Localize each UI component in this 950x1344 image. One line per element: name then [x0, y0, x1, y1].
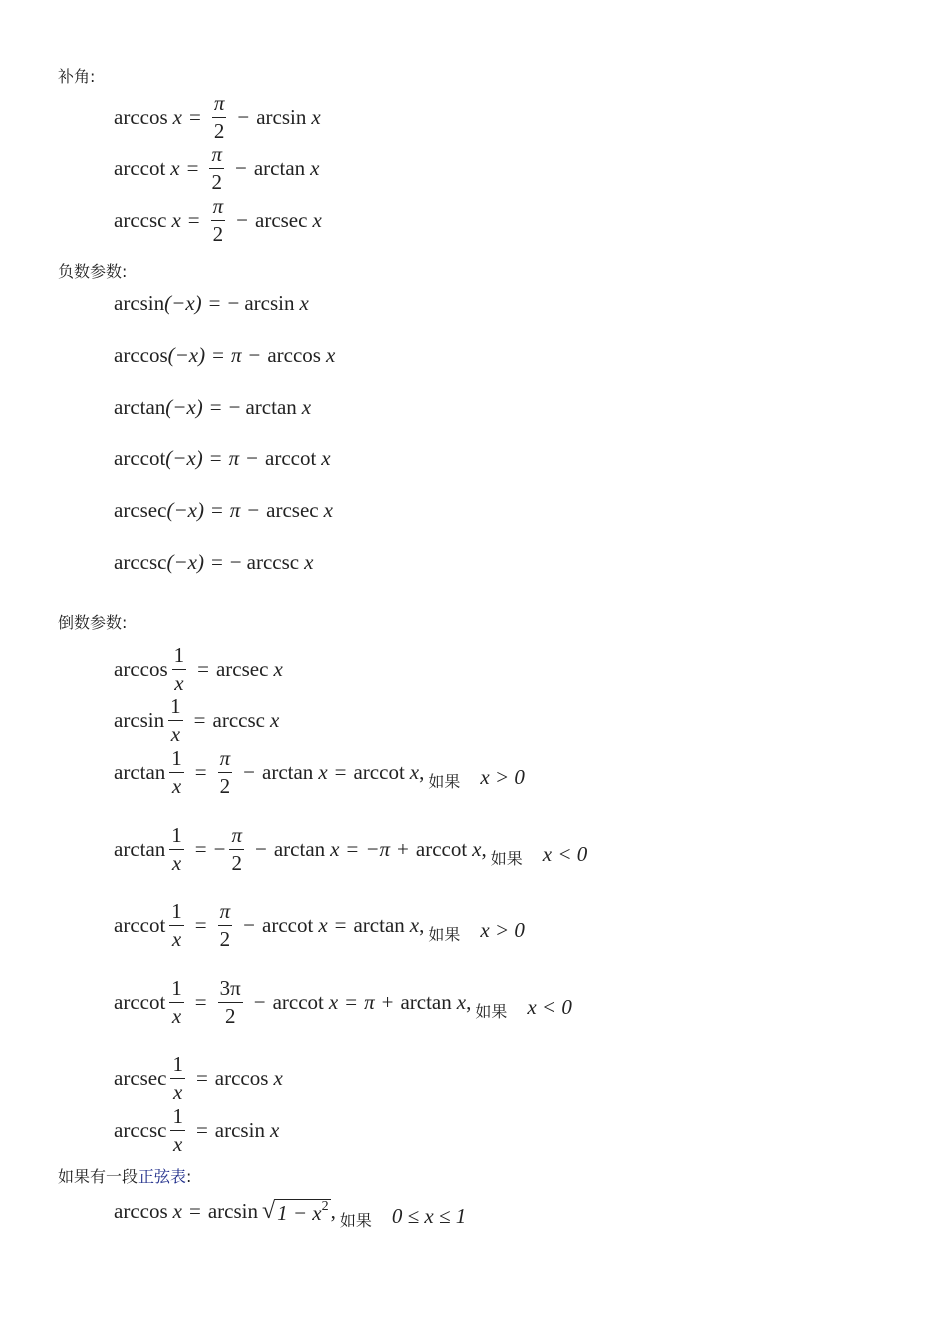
equals-sign: =: [197, 656, 209, 681]
variable-x: x: [318, 759, 328, 784]
negative-argument: (−x): [165, 394, 203, 419]
variable-x: x: [330, 836, 340, 861]
denominator: 2: [211, 169, 222, 194]
denominator: 2: [213, 118, 225, 143]
function-name: arccos: [267, 342, 321, 367]
heading-sine-table-prefix: 如果有一段: [58, 1167, 139, 1186]
heading-sine-table: [58, 1164, 191, 1187]
function-name: arccos: [114, 342, 168, 367]
radicand: 1 − x: [277, 1200, 322, 1225]
numerator: 3π: [219, 975, 241, 1000]
equals-sign: =: [345, 989, 358, 1014]
minus-sign: −: [236, 207, 248, 232]
equals-sign: =: [194, 836, 207, 861]
equals-sign: =: [188, 1198, 201, 1223]
function-name: arcsin: [244, 290, 295, 315]
fraction-pi-over-2: [229, 822, 244, 875]
function-name: arccos: [114, 104, 168, 129]
function-name: arccot: [114, 989, 166, 1014]
function-name: arctan: [273, 836, 326, 861]
variable-x: x: [171, 207, 181, 232]
numerator: 1: [173, 642, 185, 667]
square-root: √ $1 - x^2$: [261, 1197, 329, 1225]
denominator: x: [170, 721, 181, 746]
numerator: π: [219, 898, 231, 923]
denominator: 2: [231, 850, 242, 875]
equals-sign: =: [188, 104, 201, 129]
variable-x: x: [472, 836, 482, 861]
equals-sign: =: [210, 497, 223, 522]
fraction-3pi-over-2: [218, 975, 243, 1028]
equals-sign: =: [193, 707, 206, 732]
condition-expression: 0 ≤ x ≤ 1: [391, 1203, 467, 1228]
pi: π: [229, 497, 241, 522]
equals-sign: =: [334, 759, 347, 784]
variable-x: x: [409, 759, 420, 784]
pi: π: [228, 445, 240, 470]
variable-x: x: [323, 497, 333, 522]
minus-sign: −: [247, 497, 260, 522]
equals-sign: =: [334, 912, 347, 937]
minus-sign: −: [235, 155, 247, 180]
function-name: arccot: [114, 912, 166, 937]
function-name: arcsin: [207, 1198, 258, 1223]
denominator: x: [171, 850, 182, 875]
numerator: 1: [171, 822, 182, 847]
variable-x: x: [301, 394, 312, 419]
function-name: arccsc: [246, 549, 300, 574]
numerator: 1: [171, 975, 182, 1000]
plus-sign: +: [397, 836, 409, 861]
variable-x: x: [312, 207, 322, 232]
denominator: 2: [219, 926, 231, 951]
function-name: arccot: [272, 989, 324, 1014]
equals-sign: =: [209, 445, 222, 470]
equals-sign: =: [208, 290, 221, 315]
equals-sign: =: [186, 155, 199, 180]
minus-sign: −: [229, 549, 242, 574]
variable-x: x: [269, 707, 280, 732]
denominator: 2: [212, 221, 224, 246]
fraction-pi-over-2: [212, 90, 227, 143]
function-name: arccot: [415, 836, 468, 861]
equals-sign: =: [209, 394, 222, 419]
equals-sign: =: [195, 1117, 208, 1142]
function-name: arccsc: [212, 707, 265, 732]
condition-word: 如果: [490, 848, 523, 868]
function-name: arctan: [262, 759, 314, 784]
condition-word: 如果: [339, 1210, 372, 1230]
equals-sign: =: [210, 549, 223, 574]
function-name: arcsin: [214, 1117, 265, 1142]
minus-sign: −: [243, 759, 256, 784]
variable-x: x: [273, 656, 283, 681]
variable-x: x: [269, 1117, 280, 1142]
fraction-1-over-x: [170, 1103, 185, 1156]
function-name: arccos: [214, 1065, 269, 1090]
variable-x: x: [325, 342, 336, 367]
function-name: arctan: [245, 394, 297, 419]
minus-sign: −: [248, 342, 261, 367]
function-name: arccos: [114, 656, 168, 681]
numerator: 1: [171, 898, 182, 923]
function-name: arcsec: [215, 656, 269, 681]
heading-negative-argument: 负数参数:: [58, 262, 128, 281]
condition-expression: x > 0: [480, 917, 525, 942]
numerator: 1: [170, 693, 181, 718]
fraction-1-over-x: [169, 975, 184, 1028]
denominator: x: [173, 1079, 183, 1104]
fraction-1-over-x: [169, 898, 184, 951]
function-name: arccot: [353, 759, 405, 784]
numerator: 1: [172, 1051, 183, 1076]
heading-reciprocal-argument: 倒数参数:: [58, 613, 128, 632]
comma: ,: [481, 836, 487, 861]
pi: π: [364, 989, 375, 1014]
fraction-pi-over-2: [218, 745, 233, 798]
function-name: arcsin: [114, 290, 165, 315]
heading-sine-table-suffix: :: [186, 1167, 192, 1186]
comma: ,: [419, 759, 425, 784]
minus-sign: −: [255, 836, 267, 861]
plus-sign: +: [381, 989, 394, 1014]
numerator: 1: [171, 745, 182, 770]
variable-x: x: [318, 912, 328, 937]
condition-expression: x > 0: [480, 764, 525, 789]
equals-sign: =: [194, 989, 207, 1014]
function-name: arcsec: [114, 1065, 167, 1090]
numerator: π: [231, 822, 243, 847]
numerator: π: [211, 141, 222, 166]
variable-x: x: [299, 290, 309, 315]
function-name: arctan: [400, 989, 452, 1014]
numerator: π: [213, 90, 225, 115]
minus-sign: −: [237, 104, 250, 129]
equals-sign: =: [346, 836, 359, 861]
function-name: arcsec: [266, 497, 319, 522]
function-name: arccot: [114, 445, 166, 470]
numerator: π: [219, 745, 231, 770]
heading-complement: 补角:: [58, 67, 96, 86]
minus-sign: −: [227, 290, 240, 315]
variable-x: x: [172, 104, 182, 129]
comma: ,: [466, 989, 472, 1014]
denominator: x: [171, 1003, 182, 1028]
minus-sign: −: [243, 912, 256, 937]
equals-sign: =: [195, 1065, 208, 1090]
function-name: arctan: [353, 912, 405, 937]
function-name: arccot: [262, 912, 314, 937]
equals-sign: =: [187, 207, 200, 232]
function-name: arctan: [114, 836, 166, 861]
pi: π: [230, 342, 242, 367]
function-name: arccsc: [114, 549, 167, 574]
minus-sign: −: [228, 394, 241, 419]
negative-argument: (−x): [166, 497, 204, 522]
comma: ,: [330, 1198, 336, 1223]
denominator: x: [174, 670, 184, 695]
variable-x: x: [311, 104, 321, 129]
fraction-pi-over-2: [211, 193, 226, 246]
fraction-1-over-x: [172, 642, 187, 695]
variable-x: x: [170, 155, 180, 180]
function-name: arcsec: [114, 497, 167, 522]
minus-sign: −: [253, 989, 266, 1014]
function-name: arccsc: [114, 1117, 167, 1142]
fraction-pi-over-2: [209, 141, 224, 194]
function-name: arccot: [265, 445, 317, 470]
condition-word: 如果: [428, 771, 461, 791]
variable-x: x: [409, 912, 420, 937]
negative-pi: −π: [365, 836, 391, 861]
variable-x: x: [321, 445, 331, 470]
comma: ,: [419, 912, 425, 937]
negative-argument: (−x): [167, 342, 206, 367]
function-name: arcsin: [256, 104, 307, 129]
function-name: arccos: [114, 1198, 168, 1223]
denominator: x: [171, 926, 182, 951]
equals-sign: =: [212, 342, 224, 367]
equals-sign: =: [194, 759, 207, 784]
function-name: arctan: [114, 394, 166, 419]
denominator: x: [171, 773, 182, 798]
variable-x: x: [456, 989, 467, 1014]
minus-sign: −: [213, 836, 226, 861]
numerator: π: [212, 193, 224, 218]
condition-expression: x < 0: [527, 994, 572, 1019]
equals-sign: =: [194, 912, 207, 937]
denominator: x: [173, 1131, 183, 1156]
function-name: arctan: [253, 155, 306, 180]
variable-x: x: [328, 989, 339, 1014]
negative-argument: (−x): [164, 290, 202, 315]
negative-argument: (−x): [165, 445, 203, 470]
exponent: 2: [321, 1198, 329, 1214]
function-name: arccot: [114, 155, 166, 180]
denominator: 2: [219, 773, 231, 798]
condition-expression: x < 0: [542, 841, 588, 866]
variable-x: x: [310, 155, 320, 180]
numerator: 1: [172, 1103, 183, 1128]
variable-x: x: [273, 1065, 283, 1090]
variable-x: x: [304, 549, 314, 574]
function-name: arccsc: [114, 207, 167, 232]
function-name: arcsin: [114, 707, 165, 732]
fraction-1-over-x: [170, 1051, 185, 1104]
negative-argument: (−x): [166, 549, 204, 574]
minus-sign: −: [246, 445, 258, 470]
sine-table-link[interactable]: 正弦表: [138, 1167, 187, 1186]
fraction-1-over-x: [169, 822, 184, 875]
condition-word: 如果: [475, 1001, 508, 1021]
function-name: arcsec: [255, 207, 308, 232]
denominator: 2: [224, 1003, 236, 1028]
fraction-1-over-x: [168, 693, 183, 746]
fraction-1-over-x: [169, 745, 184, 798]
condition-word: 如果: [428, 924, 461, 944]
function-name: arctan: [114, 759, 166, 784]
variable-x: x: [172, 1198, 182, 1223]
fraction-pi-over-2: [218, 898, 233, 951]
